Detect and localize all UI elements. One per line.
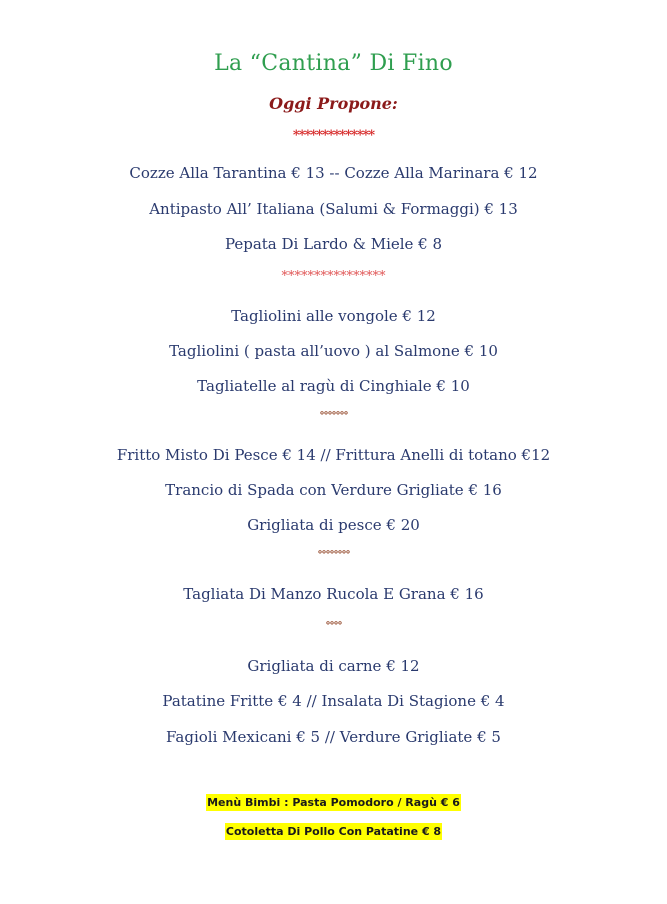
menu-item: Patatine Fritte € 4 // Insalata Di Stagione € 4 [162,692,505,710]
menu-item: Tagliolini alle vongole € 12 [231,307,436,325]
menu-item: Pepata Di Lardo & Miele € 8 [224,235,443,253]
kids-menu-highlight: Menù Bimbi : Pasta Pomodoro / Ragù € 6 [207,796,460,809]
menu-subtitle: Oggi Propone: [269,94,398,113]
header-divider: ************** [292,128,375,143]
restaurant-title: La “Cantina” Di Fino [214,51,453,76]
section-divider: °°°° [325,621,342,632]
menu-item: Grigliata di pesce € 20 [247,516,420,534]
kids-menu-line [0,797,667,808]
menu-item: Trancio di Spada con Verdure Grigliate € 16 [165,481,502,499]
kids-menu-line [0,826,667,837]
kids-menu-highlight: Cotoletta Di Pollo Con Patatine € 8 [225,825,442,838]
menu-item: Tagliolini ( pasta all’uovo ) al Salmone € 10 [169,342,498,360]
section-divider: °°°°°°° [319,411,348,422]
section-divider: **************** [281,269,386,284]
menu-item: Fagioli Mexicani € 5 // Verdure Grigliate € 5 [166,728,501,746]
menu-item: Tagliatelle al ragù di Cinghiale € 10 [197,377,470,395]
menu-item: Cozze Alla Tarantina € 13 -- Cozze Alla Marinara € 12 [129,164,538,182]
menu-item: Antipasto All’ Italiana (Salumi & Formaggi) € 13 [149,200,518,218]
section-divider: °°°°°°°° [317,550,350,561]
menu-item: Grigliata di carne € 12 [247,657,420,675]
menu-item: Tagliata Di Manzo Rucola E Grana € 16 [183,585,484,603]
menu-item: Fritto Misto Di Pesce € 14 // Frittura Anelli di totano €12 [116,446,551,464]
